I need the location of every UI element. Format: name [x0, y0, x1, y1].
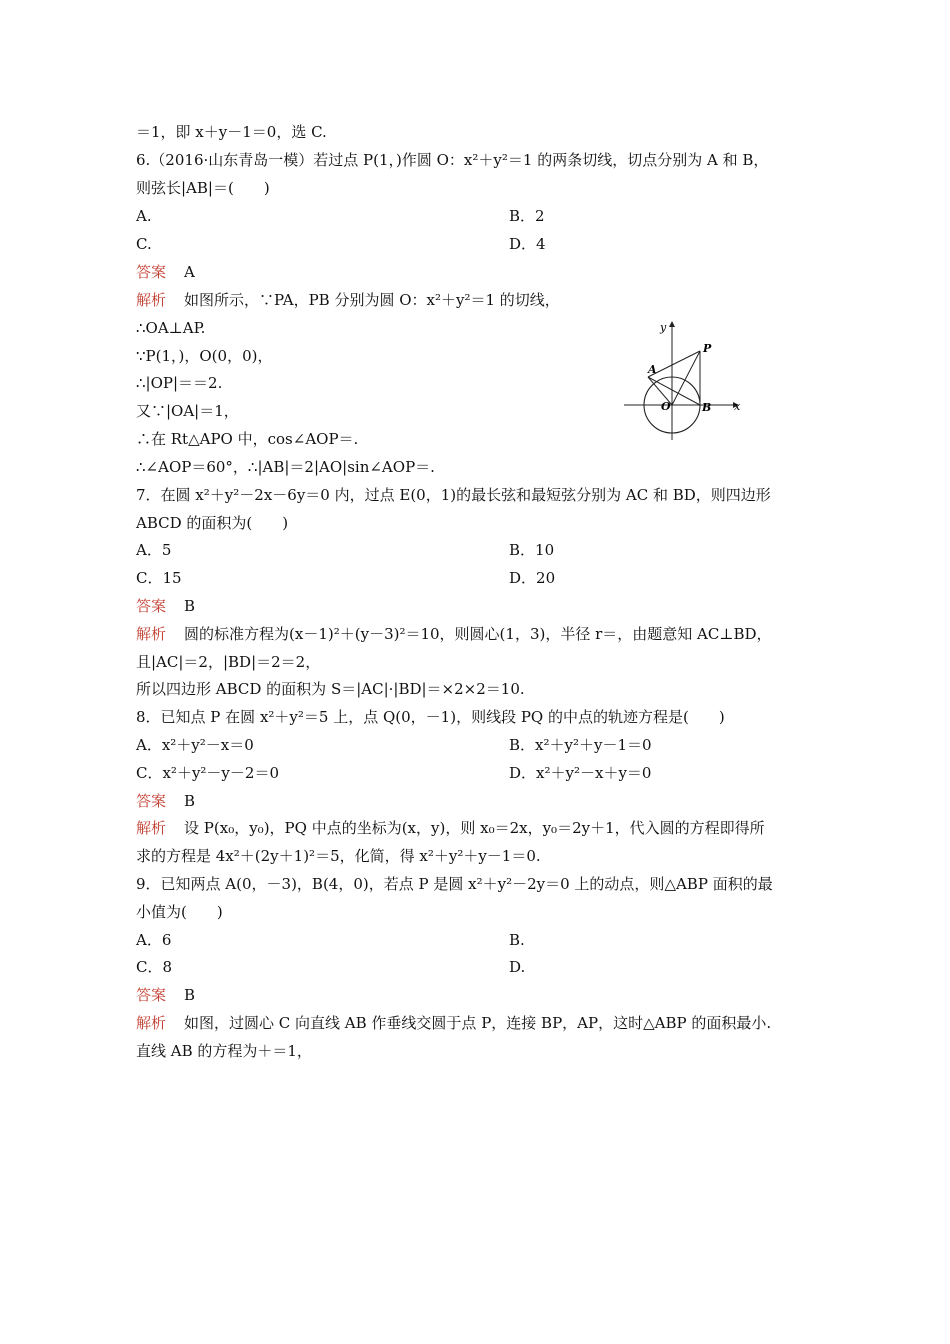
tangent-circle-figure: [622, 318, 752, 443]
fig-label-x: x: [734, 400, 741, 413]
fig-label-a: A: [648, 363, 657, 376]
q7-answer-value: B: [184, 597, 196, 615]
q7-stem-line1: 7．在圆 x²＋y²－2x－6y＝0 内，过点 E(0，1)的最长弦和最短弦分别为 AC 和 BD，则四边形: [136, 486, 771, 504]
q6-answer: [136, 262, 195, 282]
q9-option-b: B.: [509, 931, 525, 949]
q8-option-b: B．x²＋y²＋y－1＝0: [509, 736, 652, 754]
q6-analysis-2: ∴OA⊥AP.: [136, 319, 206, 337]
q8-option-c: C．x²＋y²－y－2＝0: [136, 764, 279, 782]
q8-analysis-text-1: 设 P(x₀，y₀)，PQ 中点的坐标为(x，y)，则 x₀＝2x，y₀＝2y＋1，代入圆的方程即得所: [184, 819, 765, 837]
q9-option-d: D.: [509, 958, 526, 976]
q7-option-a: A．5: [136, 541, 172, 559]
q9-stem-line1: 9．已知两点 A(0，－3)，B(4，0)，若点 P 是圆 x²＋y²－2y＝0 上的动点，则△ABP 面积的最: [136, 875, 773, 893]
q9-analysis-1: [136, 1013, 771, 1033]
q9-answer-value: B: [184, 986, 196, 1004]
analysis-label: 解析: [136, 819, 167, 837]
q7-analysis-2: 且|AC|＝2，|BD|＝2＝2，: [136, 653, 321, 671]
fig-label-o: O: [661, 400, 671, 413]
q6-analysis-3: ∵P(1，)，O(0，0)，: [136, 347, 273, 365]
q7-analysis-3: 所以四边形 ABCD 的面积为 S＝|AC|·|BD|＝×2×2＝10.: [136, 680, 525, 698]
fig-label-p: P: [703, 342, 712, 355]
q7-option-d: D．20: [509, 569, 556, 587]
q6-analysis-6: ∴在 Rt△APO 中，cos∠AOP＝.: [136, 430, 359, 448]
q8-stem-line1: 8．已知点 P 在圆 x²＋y²＝5 上，点 Q(0，－1)，则线段 PQ 的中点的轨迹方程是( ): [136, 708, 725, 726]
q7-answer: [136, 596, 195, 616]
q9-analysis-2: 直线 AB 的方程为＋＝1，: [136, 1042, 312, 1060]
q7-option-c: C．15: [136, 569, 182, 587]
q6-option-d: D．4: [509, 235, 546, 253]
q9-option-c: C．8: [136, 958, 173, 976]
q7-stem-line2: ABCD 的面积为( ): [136, 514, 289, 532]
q6-analysis-5: 又∵|OA|＝1，: [136, 402, 239, 420]
analysis-label: 解析: [136, 291, 167, 309]
q6-option-c: C.: [136, 235, 152, 253]
fig-label-y: y: [660, 321, 667, 334]
q6-analysis-7: ∴∠AOP＝60°，∴|AB|＝2|AO|sin∠AOP＝.: [136, 458, 435, 476]
q6-analysis-text-1: 如图所示，∵PA，PB 分别为圆 O：x²＋y²＝1 的切线，: [184, 291, 560, 309]
q6-analysis-1: [136, 290, 560, 310]
q6-option-a: A.: [136, 207, 152, 225]
q6-stem-line2: 则弦长|AB|＝( ): [136, 179, 270, 197]
q6-analysis-4: ∴|OP|＝＝2.: [136, 374, 223, 392]
q8-option-d: D．x²＋y²－x＋y＝0: [509, 764, 652, 782]
q9-option-a: A．6: [136, 931, 172, 949]
q8-answer-value: B: [184, 792, 196, 810]
q8-option-a: A．x²＋y²－x＝0: [136, 736, 254, 754]
q7-option-b: B．10: [509, 541, 555, 559]
answer-label: 答案: [136, 792, 167, 810]
q7-analysis-text-1: 圆的标准方程为(x－1)²＋(y－3)²＝10，则圆心(1，3)，半径 r＝，由题意知 AC⊥BD，: [184, 625, 772, 643]
q6-option-b: B．2: [509, 207, 545, 225]
answer-label: 答案: [136, 986, 167, 1004]
analysis-label: 解析: [136, 1014, 167, 1032]
analysis-label: 解析: [136, 625, 167, 643]
q9-answer: [136, 985, 195, 1005]
answer-label: 答案: [136, 597, 167, 615]
answer-label: 答案: [136, 263, 167, 281]
q9-analysis-text-1: 如图，过圆心 C 向直线 AB 作垂线交圆于点 P，连接 BP，AP，这时△ABP 的面积最小.: [184, 1014, 772, 1032]
q6-answer-value: A: [184, 263, 195, 281]
q9-stem-line2: 小值为( ): [136, 903, 223, 921]
q6-stem-line1: 6.（2016·山东青岛一模）若过点 P(1，)作圆 O：x²＋y²＝1 的两条切线，切点分别为 A 和 B，: [136, 151, 769, 169]
q8-answer: [136, 791, 195, 811]
q7-analysis-1: [136, 624, 772, 644]
q8-analysis-2: 求的方程是 4x²＋(2y＋1)²＝5，化简，得 x²＋y²＋y－1＝0.: [136, 847, 541, 865]
fig-label-b: B: [702, 401, 712, 414]
q8-analysis-1: [136, 818, 765, 838]
prev-solution-end: ＝1，即 x＋y－1＝0，选 C.: [136, 123, 327, 141]
